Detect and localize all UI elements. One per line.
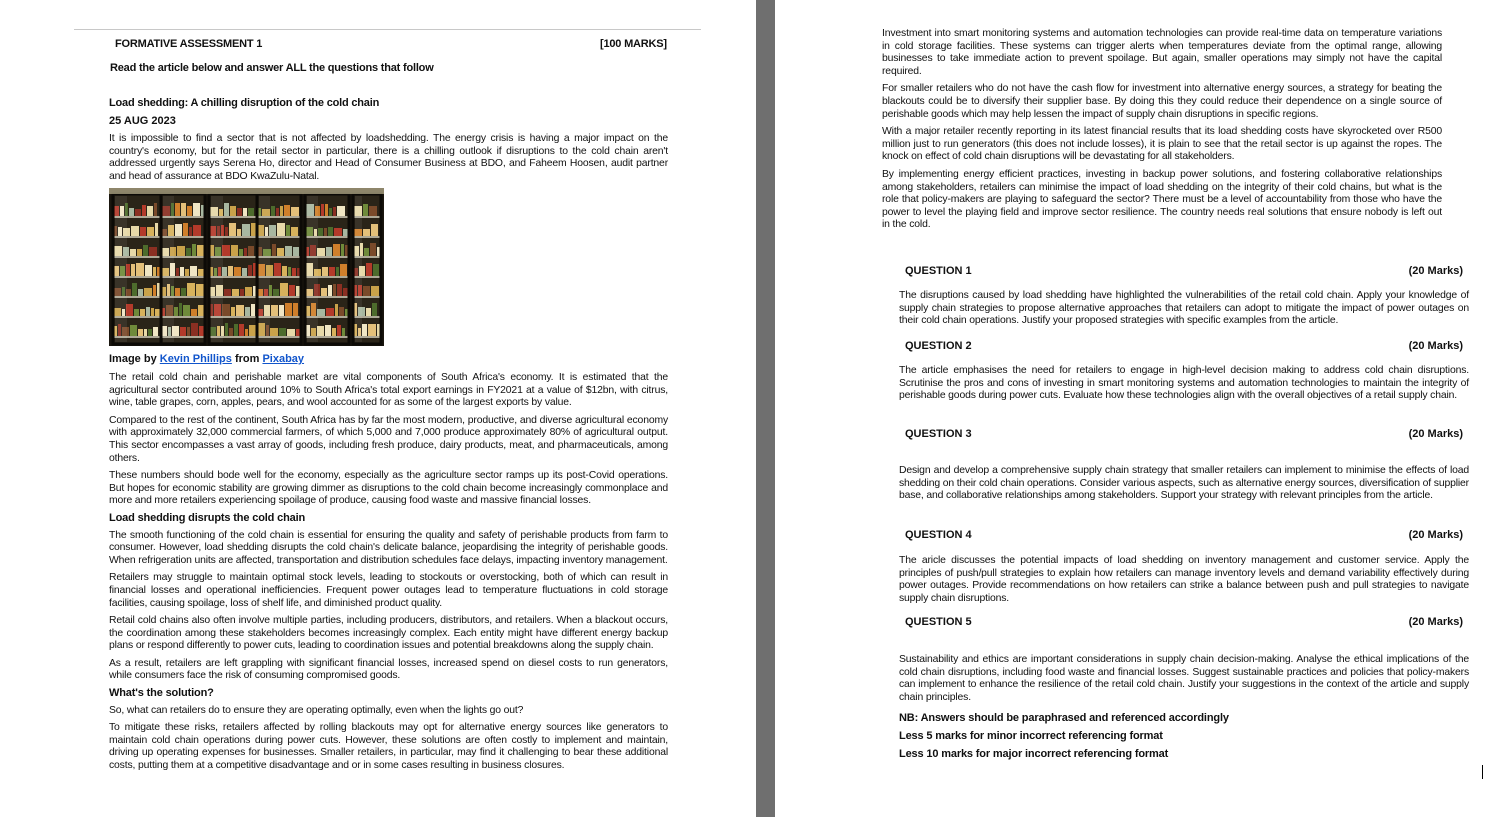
credit-source-link[interactable]: Pixabay <box>262 353 305 365</box>
question-1-title: QUESTION 1 <box>905 265 972 277</box>
credit-middle: from <box>231 353 263 365</box>
assessment-title: FORMATIVE ASSESSMENT 1 <box>115 38 263 50</box>
paragraph-bode-well: These numbers should bode well for the economy, especially as the agriculture sector ramps up its post-Covid operations. But hopes for economic stability are growing dimmer as disruptions to the cold chain become increasingly commonplace and more and more retailers experiencing spoilage of produce, causing food waste and massive financial losses. <box>109 470 668 507</box>
credit-prefix: Image by <box>109 353 160 365</box>
question-3-text: Design and develop a comprehensive supply chain strategy that smaller retailers can implement to minimise the effects of load shedding on their cold chain operations. Consider various aspects, such as alternative energy sources, diversification of supplier base, and collaborative relationships among stakeholders. Support your strategy with relevant principles from the article. <box>899 465 1469 502</box>
question-1-marks: (20 Marks) <box>1408 265 1463 277</box>
article-photo-fridge-display <box>109 188 384 346</box>
paragraph-smart-monitoring: Investment into smart monitoring systems and automation technologies can provide real-time data on temperature variations in cold storage facilities. These systems can trigger alerts when temperatures deviate from the optimal range, allowing businesses to take immediate action to prevent spoilage. But again, smaller operations may simply not have the capital required. <box>882 28 1442 77</box>
page-top-rule <box>74 29 701 30</box>
question-5-title: QUESTION 5 <box>905 616 972 628</box>
image-credit <box>109 353 304 365</box>
nb-paraphrase-note: NB: Answers should be paraphrased and referenced accordingly <box>899 712 1229 724</box>
question-4-marks: (20 Marks) <box>1408 529 1463 541</box>
credit-author-link[interactable]: Kevin Phillips <box>159 353 232 365</box>
question-1-body <box>899 290 1469 328</box>
question-1-text: The disruptions caused by load shedding have highlighted the vulnerabilities of the retail cold chain. Apply your knowledge of supply chain strategies to propose alternative approaches that retailers can adopt to mitigate the impact of power outages on their cold chain operations. Justify your proposed strategies with specific examples from the article. <box>899 290 1469 327</box>
paragraph-stock-levels: Retailers may struggle to maintain optimal stock levels, leading to stockouts or overstocking, both of which can result in financial losses and operational inefficiencies. Frequent power outages lead to temperature fluctuations in cold storage facilities, causing spoilage, loss of shelf life, and diminished product quality. <box>109 572 668 609</box>
paragraph-lights-out: So, what can retailers do to ensure they are operating optimally, even when the lights go out? <box>109 704 524 716</box>
question-3-body <box>899 465 1469 503</box>
question-5-body <box>899 654 1469 704</box>
paragraph-mitigate-risks: To mitigate these risks, retailers affected by rolling blackouts may opt for alternative energy sources like generators to maintain cold chain operations during power cuts. However, these solutions are often costly to implement and maintain, driving up operating expenses for businesses. Smaller retailers, in particular, may find it challenging to bear these additional costs, putting them at a competitive disadvantage and or in some cases resulting in business closures. <box>109 722 668 772</box>
question-2-body <box>899 365 1469 403</box>
paragraph-smooth-functioning: The smooth functioning of the cold chain is essential for ensuring the quality and safety of perishable products from farm to consumer. However, load shedding disrupts the cold chain's delicate balance, jeopardising the integrity of perishable goods. When refrigeration units are affected, transportation and distribution schedules face delays, impacting inventory management. <box>109 529 668 566</box>
question-2-title: QUESTION 2 <box>905 340 972 352</box>
intro-paragraph: It is impossible to find a sector that is not affected by loadshedding. The energy crisis is having a major impact on the country's economy, but for the retail sector in particular, there is a chilling outlook if disruptions to the cold chain aren't addressed urgently says Serena Ho, director and Head of Consumer Business at BDO, and Faheem Hoosen, audit partner and head of assurance at BDO KwaZulu-Natal. <box>109 133 668 182</box>
question-4-heading <box>905 529 1463 541</box>
question-4-title: QUESTION 4 <box>905 529 972 541</box>
question-4-body <box>899 555 1469 605</box>
fridge-illustration <box>109 188 384 346</box>
total-marks: [100 MARKS] <box>600 38 667 50</box>
instruction-text: Read the article below and answer ALL the questions that follow <box>110 62 434 74</box>
question-2-marks: (20 Marks) <box>1408 340 1463 352</box>
question-5-heading <box>905 616 1463 628</box>
question-3-title: QUESTION 3 <box>905 428 972 440</box>
subheading-solution: What's the solution? <box>109 687 214 700</box>
paragraph-export-earnings: The retail cold chain and perishable market are vital components of South Africa's economy. It is estimated that the agricultural sector contributed around 10% to South Africa's total export earnings in FY2021 at a value of $12bn, with citrus, wine, table grapes, corn, apples, pears, and wool accounted for as some of the largest exports by value. <box>109 372 668 409</box>
paragraph-diversify-suppliers: For smaller retailers who do not have the cash flow for investment into alternative energy sources, a strategy for beating the blackouts could be to diversify their supplier base. By doing this they could reduce their dependence on a single source of perishable goods which may help lessen the impact of supply chain disruptions in specific regions. <box>882 83 1442 120</box>
article-headline: Load shedding: A chilling disruption of the cold chain <box>109 97 380 109</box>
question-4-text: The aricle discusses the potential impacts of load shedding on inventory management and customer service. Apply the principles of push/pull strategies to explain how retailers can manage inventory levels and demand variability effectively during power outages. Provide recommendations on how retailers can strike a balance between push and pull strategies to navigate supply chain disruptions. <box>899 555 1469 604</box>
question-2-text: The article emphasises the need for retailers to engage in high-level decision making to address cold chain disruptions. Scrutinise the pros and cons of investing in smart monitoring systems and automation technologies to maintain the integrity of perishable goods during power cuts. Evaluate how these technologies align with the overall objectives of a retail supply chain. <box>899 365 1469 402</box>
question-5-text: Sustainability and ethics are important considerations in supply chain decision-making. Analyse the ethical implications of the cold chain disruptions, including food waste and financial losses. Suggest sustainable practices and policies that policy-makers can implement to enhance the resilience of the retail cold chain. Justify your suggestions in the context of the article and supply chain principles. <box>899 654 1469 703</box>
question-3-heading <box>905 428 1463 440</box>
article-body-right <box>882 28 1442 232</box>
question-5-marks: (20 Marks) <box>1408 616 1463 628</box>
article-intro <box>109 133 668 183</box>
paragraph-agri-economy: Compared to the rest of the continent, South Africa has by far the most modern, productive, and diverse agricultural economy with approximately 32,000 commercial farmers, of which 5,000 and 7,000 produce approximately 80% of agricultural output. This sector encompasses a vast array of goods, including fresh produce, dairy products, meat, and pharmaceuticals, among others. <box>109 414 668 464</box>
minor-referencing-note: Less 5 marks for minor incorrect referencing format <box>899 730 1163 742</box>
paragraph-energy-efficient: By implementing energy efficient practices, investing in backup power solutions, and fostering collaborative relationships among stakeholders, retailers can minimise the impact of load shedding on the integrity of their cold chains, but what is the role that policy-makers are playing to safeguard the sector? There must be a level of accountability from those who have the power to level the playing field and improve sector resilience. The country needs real solutions that ensure nobody is left out in the cold. <box>882 168 1442 231</box>
paragraph-multiple-parties: Retail cold chains also often involve multiple parties, including producers, distributors, and retailers. When a blackout occurs, the coordination among these stakeholders becomes increasingly complex. Each entity might have different energy backup plans or respond differently to power cuts, leading to coordination issues and potential breakdowns along the supply chain. <box>109 615 668 652</box>
page-gutter <box>756 0 775 817</box>
major-referencing-note: Less 10 marks for major incorrect referencing format <box>899 748 1169 760</box>
paragraph-major-retailer: With a major retailer recently reporting in its latest financial results that its load shedding costs have skyrocketed over R500 million just to run generators (this does not include losses), it is plain to see that the retail sector is up against the ropes. The knock on effect of cold chain disruptions will be devastating for all stakeholders. <box>882 126 1442 163</box>
subheading-disrupts: Load shedding disrupts the cold chain <box>109 511 306 524</box>
question-3-marks: (20 Marks) <box>1408 428 1463 440</box>
article-body-left <box>109 372 668 773</box>
question-1-heading <box>905 265 1463 277</box>
article-date: 25 AUG 2023 <box>109 115 176 127</box>
text-cursor <box>1482 765 1483 779</box>
question-2-heading <box>905 340 1463 352</box>
paragraph-financial-losses: As a result, retailers are left grappling with significant financial losses, increased spend on diesel costs to run generators, while consumers face the risk of consuming compromised goods. <box>109 657 668 682</box>
